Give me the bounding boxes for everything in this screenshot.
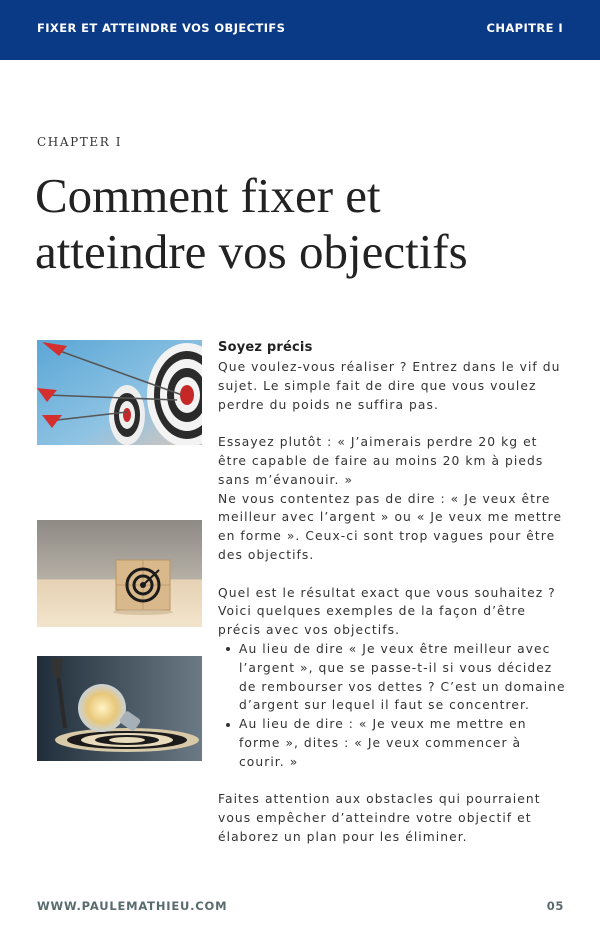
paragraph-5: Voici quelques exemples de la façon d’être précis avec vos objectifs. bbox=[218, 604, 526, 638]
target-cube-image bbox=[37, 520, 202, 627]
header-chapter: CHAPITRE I bbox=[486, 21, 563, 35]
header-bar bbox=[0, 0, 600, 60]
paragraph-3: Ne vous contentez pas de dire : « Je veux être meilleur avec l’argent » ou « Je veux me mettre en forme ». Ceux-ci sont trop vagues pour être des objectifs. bbox=[218, 491, 563, 562]
header-title: FIXER ET ATTEINDRE VOS OBJECTIFS bbox=[37, 21, 286, 35]
examples-list bbox=[218, 640, 568, 772]
list-item: Au lieu de dire « Je veux être meilleur avec l’argent », que se passe-t-il si vous décidez de rembourser vos dettes ? C’est un domaine d’argent sur lequel il faut se concentrer. bbox=[218, 640, 568, 715]
chapter-kicker: CHAPTER I bbox=[37, 135, 123, 149]
list-item: Au lieu de dire : « Je veux me mettre en forme », dites : « Je veux commencer à courir. » bbox=[218, 715, 568, 771]
section-content bbox=[218, 338, 568, 847]
title-line-2: atteindre vos objectifs bbox=[35, 224, 468, 279]
arrows-target-image bbox=[37, 340, 202, 445]
paragraph-6: Faites attention aux obstacles qui pourraient vous empêcher d’atteindre votre objectif et élaborez un plan pour les éliminer. bbox=[218, 792, 541, 844]
spacer bbox=[218, 414, 568, 433]
paragraph-1: Que voulez-vous réaliser ? Entrez dans le vif du sujet. Le simple fait de dire que vous voulez perdre du poids ne suffira pas. bbox=[218, 360, 561, 412]
page-number: 05 bbox=[546, 899, 564, 913]
paragraph-4: Quel est le résultat exact que vous souhaitez ? bbox=[218, 585, 556, 600]
spacer bbox=[218, 565, 568, 584]
dart-bulb-image bbox=[37, 656, 202, 761]
page-title bbox=[35, 168, 575, 280]
footer-website-link[interactable]: WWW.PAULEMATHIEU.COM bbox=[37, 899, 228, 913]
spacer bbox=[218, 772, 568, 791]
title-line-1: Comment fixer et bbox=[35, 168, 381, 223]
paragraph-2: Essayez plutôt : « J’aimerais perdre 20 kg et être capable de faire au moins 20 km à pieds sans m’évanouir. » bbox=[218, 435, 544, 487]
section-heading: Soyez précis bbox=[218, 340, 313, 355]
